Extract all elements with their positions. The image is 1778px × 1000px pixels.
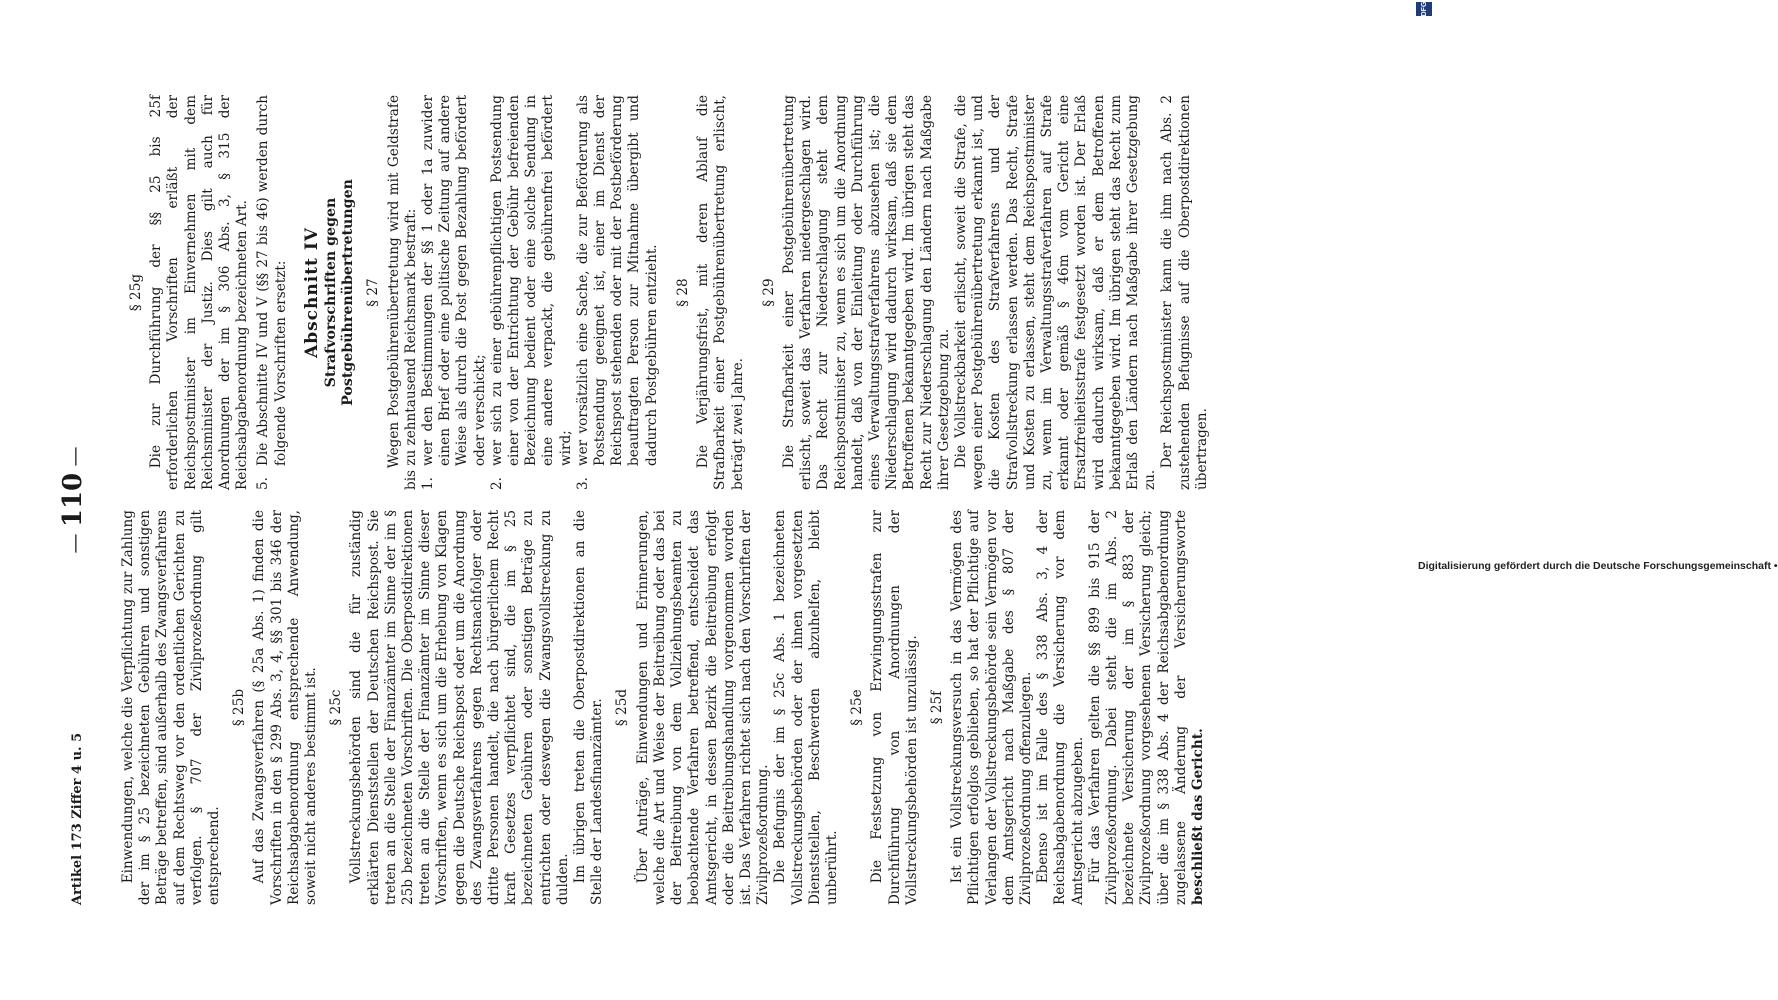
paragraph: Die zur Durchführung der §§ 25 bis 25f erforderlichen Vorschriften erläßt der Reichspostminister im Einvernehmen mit dem Reichsminister der Justiz. Dies gilt auch für Anordnungen der im § 306 Abs. 3, § 315 der Reichsabgabenordnung bezeichneten Art. xyxy=(148,95,251,490)
list-item xyxy=(420,95,489,490)
section-heading-25f: § 25f xyxy=(928,690,945,725)
item-text: wer sich zu einer gebührenpflichtigen Postsendung einer von der Entrichtung der Gebühr befreienden Bezeichnung bedient oder eine solche Sendung in eine andere verpackt, die gebührenfrei befördert wird; xyxy=(488,95,574,466)
item-number: 1. xyxy=(420,477,437,490)
list-item xyxy=(575,95,661,490)
paragraph: Die Vollstreckbarkeit erlischt, soweit die Strafe, die wegen einer Postgebührenübertretung erkannt ist, und die Kosten des Strafverfahrens und der Strafvollstreckung erlassen werden. Das Recht, Strafe und Kosten zu erlassen, steht dem Reichspostminister zu, wenn im Verwaltungsstrafverfahren auf Strafe erkannt oder gemäß § 46m vom Gericht eine Ersatzfreiheitsstrafe festgesetzt worden ist. Der Erlaß wird dadurch wirksam, daß er dem Betroffenen bekanntgegeben wird. Im übrigen steht das Recht zum Erlaß den Ländern nach Maßgabe ihrer Gesetzgebung zu. xyxy=(952,95,1159,490)
paragraph: Die Festsetzung von Erzwingungsstrafen zur Durchführung von Anordnungen der Vollstreckungsbehörden ist unzulässig. xyxy=(869,510,920,905)
paragraph: Wegen Postgebührenübertretung wird mit Geldstrafe bis zu zehntausend Reichsmark bestraft: xyxy=(385,95,419,490)
right-column xyxy=(120,95,1211,490)
dfg-logo xyxy=(1416,2,1432,16)
paragraph-text: Für das Verfahren gelten die §§ 899 bis 915 der Zivilprozeßordnung. Dabei steht die im Abs. 2 bezeichnete Versicherung der im § 883 der Zivilprozeßordnung vorgesehenen Versicherung gleich; über die im § 338 Abs. 4 der Reichsabgabenordnung zugelassene Änderung der Versicherungsworte xyxy=(1086,510,1189,905)
paragraph: Die Strafbarkeit einer Postgebührenübertretung erlischt, soweit das Verfahren niedergeschlagen wird. Das Recht zur Niederschlagung steht dem Reichspostminister zu, wenn es sich um die Anordnung handelt, daß von der Einleitung oder Durchführung eines Verwaltungsstrafverfahrens abzusehen ist; die Niederschlagung wird dadurch wirksam, daß sie dem Betroffenen bekanntgegeben wird. Im übrigen steht das Recht zur Niederschlagung den Ländern nach Maßgabe ihrer Gesetzgebung zu. xyxy=(780,95,952,490)
paragraph: Einwendungen, welche die Verpflichtung zur Zahlung der im § 25 bezeichneten Gebühren und sonstigen Beträge betreffen, sind außerhalb des Zwangsverfahrens auf dem Rechtsweg vor den ordentlichen Gerichten zu verfolgen. § 707 der Zivilprozeßordnung gilt entsprechend. xyxy=(120,510,223,905)
chapter-title: Strafvorschriften gegen Postgebührenübertretungen xyxy=(323,179,357,406)
article-item-5 xyxy=(255,95,289,490)
section-heading-29: § 29 xyxy=(760,278,777,307)
section-heading-28: § 28 xyxy=(674,278,691,307)
item-number: 5. xyxy=(255,477,272,490)
article-reference: Artikel 173 Ziffer 4 u. 5 xyxy=(70,732,85,905)
page-number-value: 110 xyxy=(58,472,88,528)
section-heading-27: § 27 xyxy=(365,278,382,307)
section-heading-25d: § 25d xyxy=(614,688,631,727)
paragraph: Vollstreckungsbehörden sind die für zuständig erklärten Dienststellen der Deutschen Reichspost. Sie treten an die Stelle der Finanzämter im Sinne der im § 25b bezeichneten Vorschriften. Die Oberpostdirektionen treten an die Stelle der Finanzämter im Sinne dieser Vorschriften, wenn es sich um die Erhebung von Klagen gegen die Deutsche Reichspost oder um die Anordnung des Zwangsverfahrens gegen Rechtsnachfolger oder dritte Personen handelt, die nach bürgerlichem Recht kraft Gesetzes verpflichtet sind, die im § 25 bezeichneten Gebühren oder sonstigen Beträge zu entrichten oder deswegen die Zwangsvollstreckung zu dulden. xyxy=(348,510,571,905)
paragraph: Über Anträge, Einwendungen und Erinnerungen, welche die Art und Weise der Beitreibung oder das bei der Beitreibung von dem Vollziehungsbeamten zu beobachtende Verfahren betreffend, entscheidet das Amtsgericht, in dessen Bezirk die Beitreibung erfolgt oder die Beitreibungshandlung vorgenommen worden ist. Das Verfahren richtet sich nach den Vorschriften der Zivilprozeßordnung. xyxy=(634,510,772,905)
paragraph: Ist ein Vollstreckungsversuch in das Vermögen des Pflichtigen erfolglos geblieben, so hat der Pflichtige auf Verlangen der Vollstreckungsbehörde sein Vermögen vor dem Amtsgericht nach Maßgabe des § 807 der Zivilprozeßordnung offenzulegen. xyxy=(949,510,1034,905)
paragraph: Ebenso ist im Falle des § 338 Abs. 3, 4 der Reichsabgabenordnung die Versicherung vor dem Amtsgericht abzugeben. xyxy=(1035,510,1086,905)
paragraph: Die Verjährungsfrist, mit deren Ablauf die Strafbarkeit einer Postgebührenübertretung erlischt, beträgt zwei Jahre. xyxy=(695,95,746,490)
paragraph: Der Reichspostminister kann die ihm nach Abs. 2 zustehenden Befugnisse auf die Oberpostdirektionen übertragen. xyxy=(1159,95,1210,490)
list-item xyxy=(489,95,575,490)
paragraph xyxy=(1087,510,1207,905)
item-number: 2. xyxy=(488,477,505,490)
chapter-heading: Abschnitt IV xyxy=(301,227,322,358)
item-text: wer den Bestimmungen der §§ 1 oder 1a zuwider einen Brief oder eine politische Zeitung auf andere Weise als durch die Post gegen Bezahlung befördert oder verschickt; xyxy=(420,95,488,466)
item-number: 3. xyxy=(574,477,591,490)
item-text: Die Abschnitte IV und V (§§ 27 bis 46) werden durch folgende Vorschriften ersetzt: xyxy=(255,95,289,466)
digitization-note-text: Digitalisierung gefördert durch die Deutsche Forschungsgemeinschaft • xyxy=(1418,560,1778,572)
section-heading-25g: § 25g xyxy=(128,273,144,312)
page-number: — 110 — xyxy=(58,446,88,554)
dfg-logo-text: DFG xyxy=(1420,1,1428,17)
section-heading-25b: § 25b xyxy=(231,688,248,727)
section-heading-25c: § 25c xyxy=(328,689,345,726)
paragraph: Die Befugnis der im § 25c Abs. 1 bezeichneten Vollstreckungsbehörden oder der ihnen vorgesetzten Dienststellen, Beschwerden abzuhelfen, bleibt unberührt. xyxy=(772,510,840,905)
left-column xyxy=(120,510,1207,905)
item-text: wer vorsätzlich eine Sache, die zur Beförderung als Postsendung geeignet ist, einer im Dienst der Reichspost stehenden oder mit der Postbeförderung beauftragten Person zur Mitnahme übergibt und dadurch Postgebühren entzieht. xyxy=(574,95,660,466)
paragraph-text-bold: beschließt das Gericht. xyxy=(1189,728,1206,905)
section-heading-25e: § 25e xyxy=(849,689,866,726)
paragraph: Auf das Zwangsverfahren (§ 25a Abs. 1) finden die Vorschriften in den § 299 Abs. 3, 4, §§ 301 bis 346 der Reichsabgabenordnung entsprechende Anwendung, soweit nicht anderes bestimmt ist. xyxy=(251,510,320,905)
paragraph: Im übrigen treten die Oberpostdirektionen an die Stelle der Landesfinanzämter. xyxy=(572,510,606,905)
page-header xyxy=(58,0,98,1000)
